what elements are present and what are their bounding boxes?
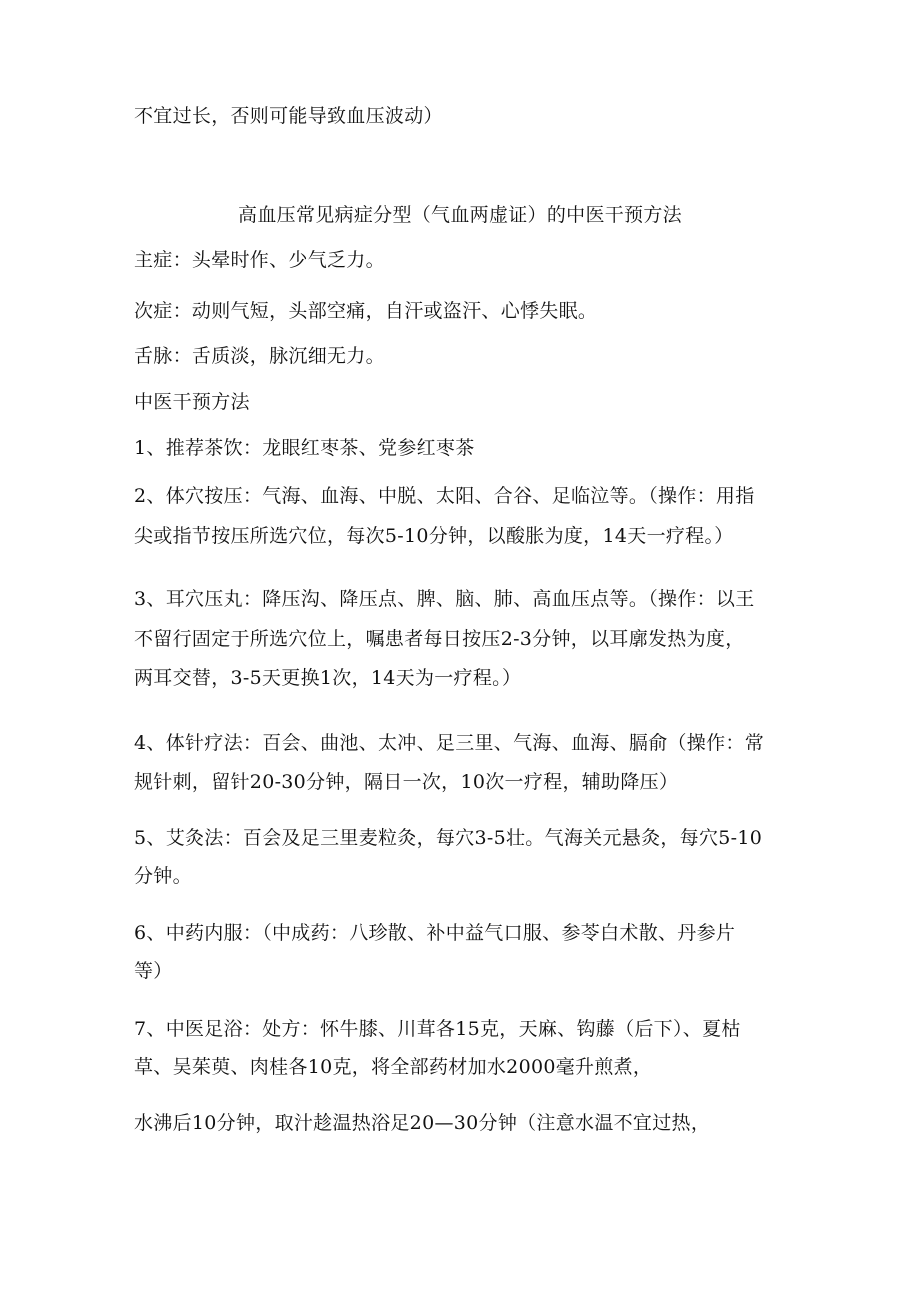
methods-heading: 中医干预方法 [134,391,250,413]
secondary-symptom: 次症：动则气短，头部空痛，自汗或盗汗、心悸失眠。 [134,300,598,322]
continuation-text: 不宜过长，否则可能导致血压波动） [134,105,443,127]
tongue-pulse: 舌脉：舌质淡，脉沉细无力。 [134,345,385,367]
method-item-6-line-1: 6、中药内服：（中成药：八珍散、补中益气口服、参苓白术散、丹参片 [134,922,736,944]
method-item-4-line-2: 规针刺，留针20-30分钟，隔日一次，10次一疗程，辅助降压） [134,771,679,793]
method-item-3-line-3: 两耳交替，3-5天更换1次，14天为一疗程。） [134,667,522,689]
method-item-3-line-2: 不留行固定于所选穴位上，嘱患者每日按压2-3分钟，以耳廓发热为度， [134,628,745,650]
last-line: 水沸后10分钟，取汁趁温热浴足20—30分钟（注意水温不宜过热， [134,1112,711,1134]
method-item-7-line-1: 7、中医足浴：处方：怀牛膝、川茸各15克，天麻、钩藤（后下）、夏枯 [134,1018,741,1040]
method-item-1: 1、推荐茶饮：龙眼红枣茶、党参红枣茶 [134,437,475,459]
method-item-3-line-1: 3、耳穴压丸：降压沟、降压点、脾、脑、肺、高血压点等。（操作：以王 [134,588,755,610]
method-item-4-line-1: 4、体针疗法：百会、曲池、太冲、足三里、气海、血海、膈俞（操作：常 [134,732,764,754]
method-item-5-line-2: 分钟。 [134,865,192,887]
method-item-2-line-1: 2、体穴按压：气海、血海、中脱、太阳、合谷、足临泣等。（操作：用指 [134,485,755,507]
method-item-2-line-2: 尖或指节按压所选穴位，每次5-10分钟，以酸胀为度，14天一疗程。） [134,525,734,547]
section-title: 高血压常见病症分型（气血两虚证）的中医干预方法 [238,204,682,226]
method-item-7-line-2: 草、吴茱萸、肉桂各10克，将全部药材加水2000毫升煎煮， [134,1056,653,1078]
main-symptom: 主症：头晕时作、少气乏力。 [134,249,385,271]
method-item-5-line-1: 5、艾灸法：百会及足三里麦粒灸，每穴3-5壮。气海关元悬灸，每穴5-10 [134,827,763,849]
method-item-6-line-2: 等） [134,960,173,982]
